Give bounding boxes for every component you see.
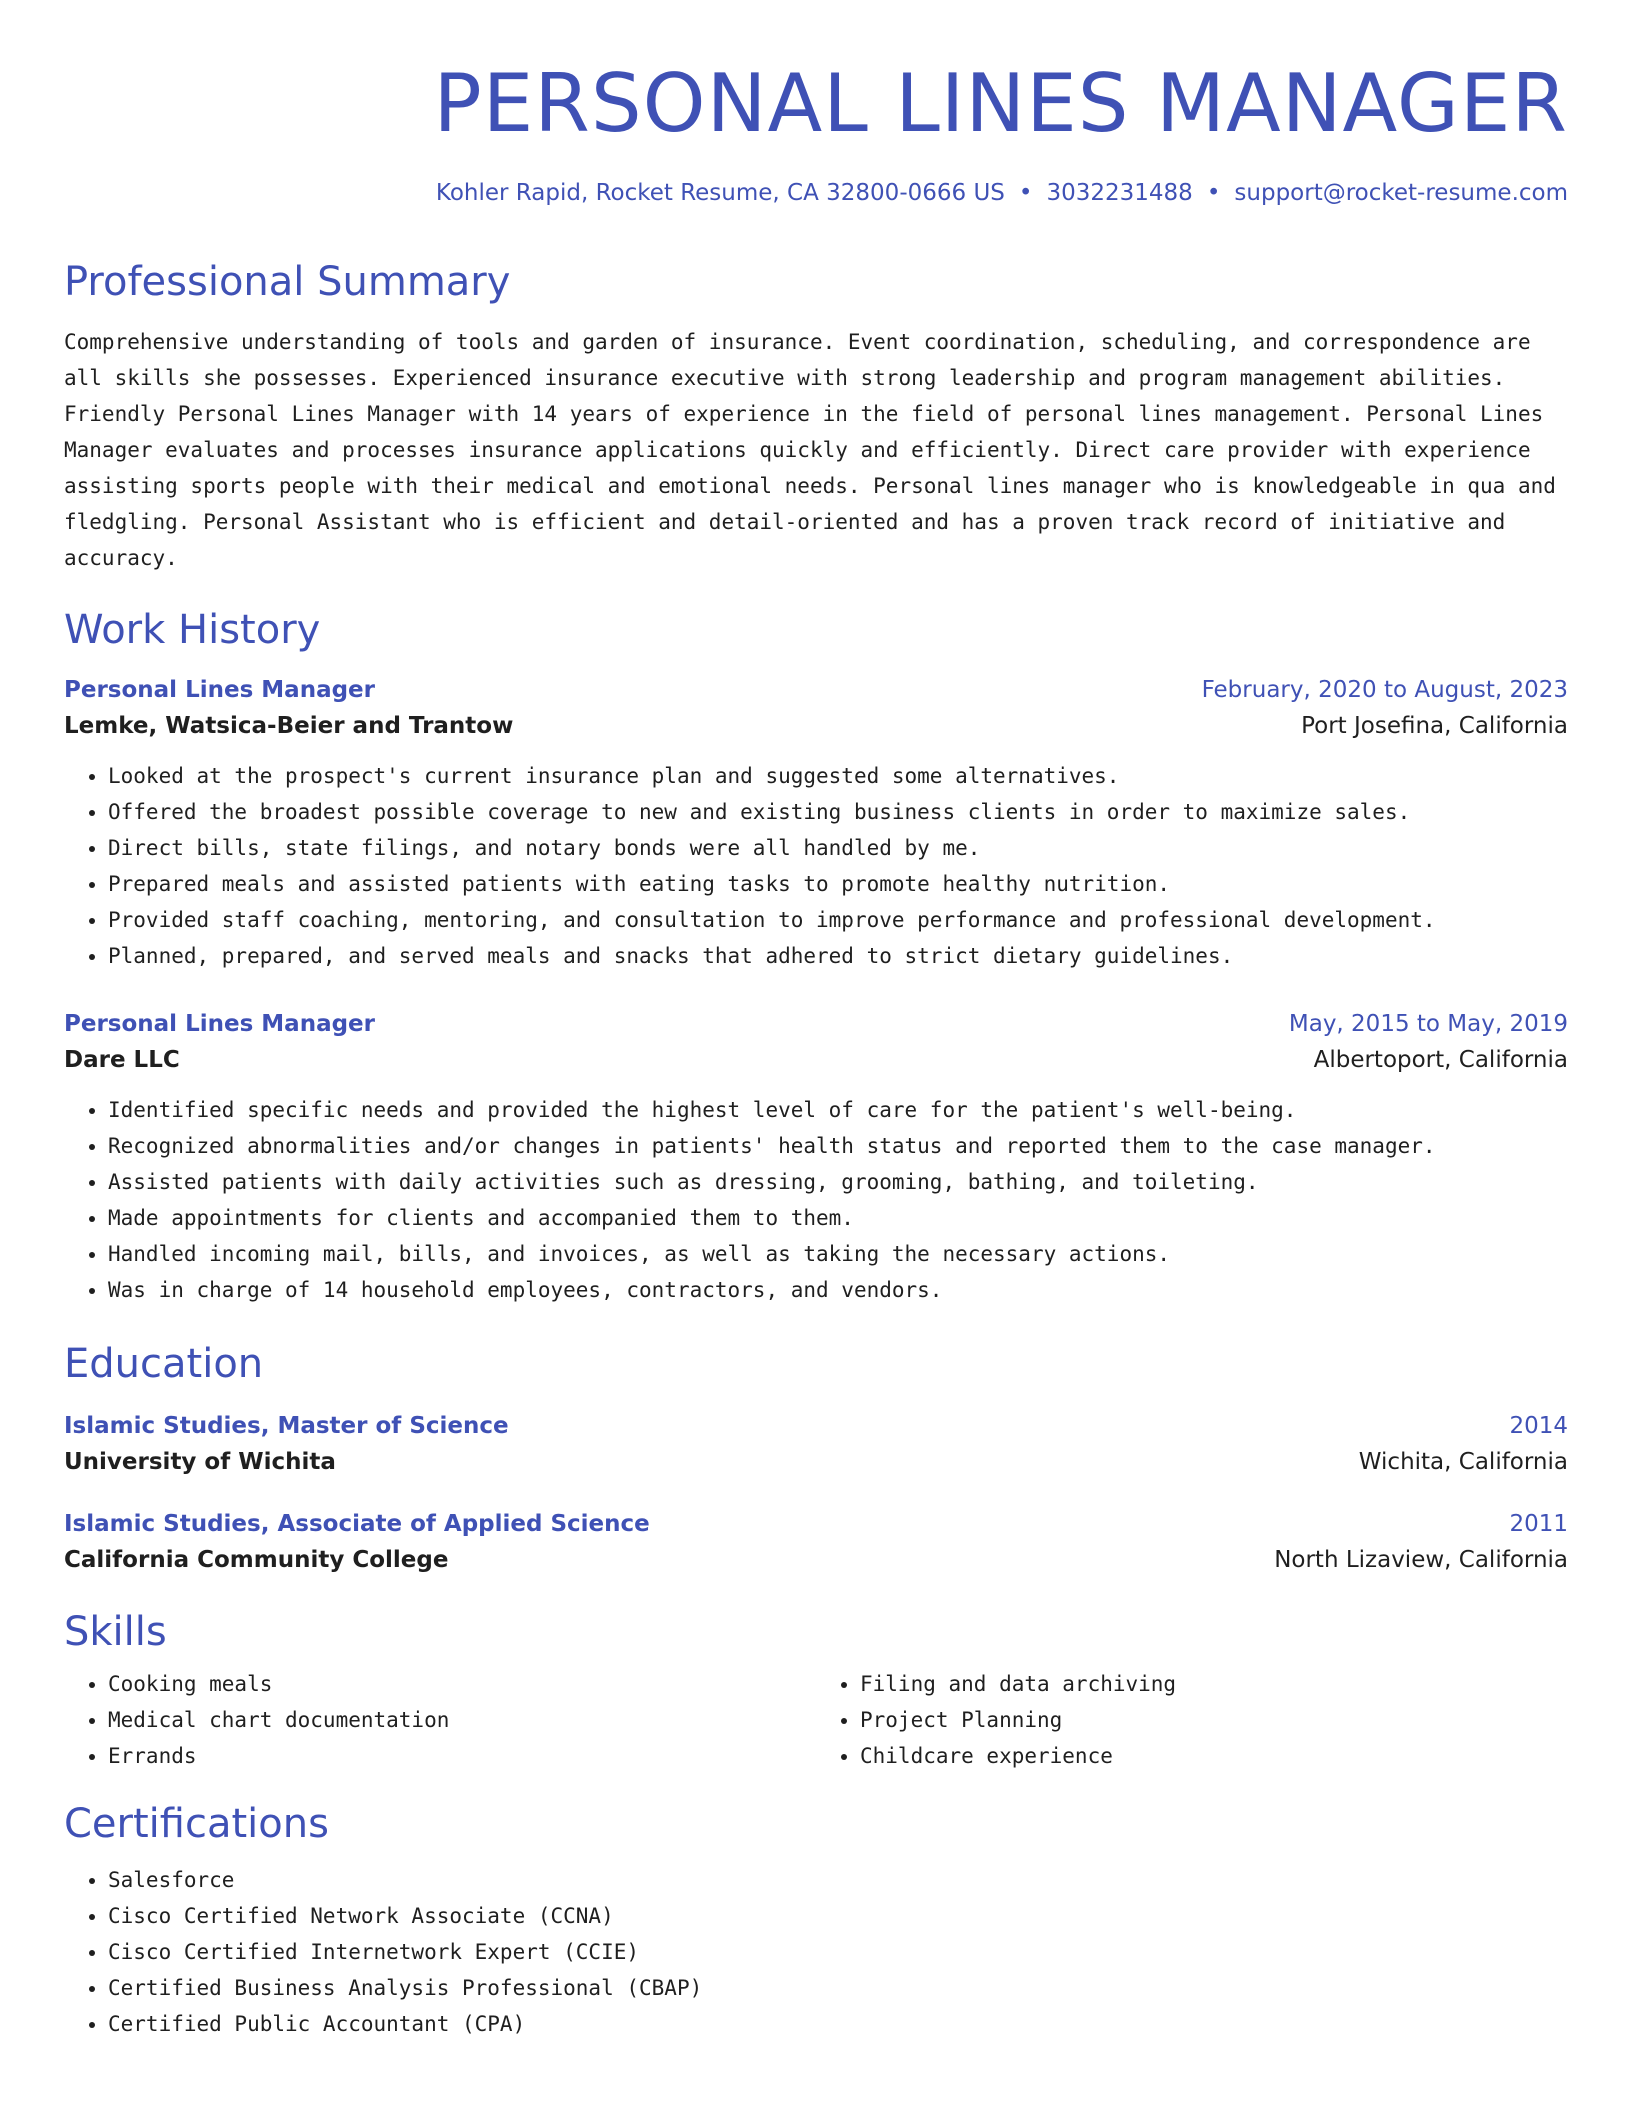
education-location: Wichita, California <box>1358 1449 1568 1475</box>
education-year: 2011 <box>1509 1511 1568 1537</box>
section-title-skills: Skills <box>64 1609 167 1655</box>
job-bullet: • Prepared meals and assisted patients with eating tasks to promote healthy nutrition. <box>108 866 1568 902</box>
job-bullet: • Was in charge of 14 household employees, contractors, and vendors. <box>108 1272 1568 1308</box>
education-entry <box>64 1410 1568 1482</box>
job-bullet: • Direct bills, state filings, and notary bonds were all handled by me. <box>108 830 1568 866</box>
education-entry-subheader <box>64 1540 1568 1580</box>
certification-item: • Certified Business Analysis Professional (CBAP) <box>108 1970 1568 2006</box>
job-bullet: • Assisted patients with daily activities such as dressing, grooming, bathing, and toileting. <box>108 1164 1568 1200</box>
job-bullet: • Identified specific needs and provided the highest level of care for the patient's well-being. <box>108 1092 1568 1128</box>
work-entry-subheader <box>64 706 1568 746</box>
contact-line <box>64 178 1568 208</box>
work-entry <box>64 1008 1568 1308</box>
certification-item: • Certified Public Accountant (CPA) <box>108 2006 1568 2042</box>
skill-item: • Filing and data archiving <box>860 1666 1568 1702</box>
job-bullet: • Planned, prepared, and served meals and snacks that adhered to strict dietary guidelines. <box>108 938 1568 974</box>
work-entry-subheader <box>64 1040 1568 1080</box>
certification-item: • Salesforce <box>108 1862 1568 1898</box>
certification-list <box>64 1862 1568 2042</box>
work-entry-header <box>64 674 1568 706</box>
section-title-certifications: Certifications <box>64 1801 329 1847</box>
skills-list-right <box>816 1666 1568 1774</box>
job-dates: May, 2015 to May, 2019 <box>1288 1011 1568 1037</box>
work-entry <box>64 674 1568 974</box>
resume-header <box>64 56 1568 208</box>
education-school: California Community College <box>64 1547 449 1573</box>
job-role: Personal Lines Manager <box>64 1011 375 1037</box>
skill-item: • Medical chart documentation <box>108 1702 816 1738</box>
job-location: Port Josefina, California <box>1301 713 1568 739</box>
section-title-education: Education <box>64 1341 264 1387</box>
job-bullet-list <box>64 1092 1568 1308</box>
education-entry-subheader <box>64 1442 1568 1482</box>
job-bullet: • Provided staff coaching, mentoring, and consultation to improve performance and professional development. <box>108 902 1568 938</box>
education-entry-header <box>64 1410 1568 1442</box>
education-degree: Islamic Studies, Associate of Applied Science <box>64 1511 650 1537</box>
skills-list-left <box>64 1666 816 1774</box>
education-degree: Islamic Studies, Master of Science <box>64 1413 509 1439</box>
contact-separator: • <box>1206 180 1221 206</box>
skill-item: • Errands <box>108 1738 816 1774</box>
certification-item: • Cisco Certified Internetwork Expert (CCIE) <box>108 1934 1568 1970</box>
education-entry-header <box>64 1508 1568 1540</box>
skill-item: • Cooking meals <box>108 1666 816 1702</box>
education-entry <box>64 1508 1568 1580</box>
job-location: Albertoport, California <box>1313 1047 1568 1073</box>
job-bullet: • Offered the broadest possible coverage to new and existing business clients in order to maximize sales. <box>108 794 1568 830</box>
job-company: Lemke, Watsica-Beier and Trantow <box>64 713 514 739</box>
job-bullet: • Looked at the prospect's current insurance plan and suggested some alternatives. <box>108 758 1568 794</box>
section-title-work-history: Work History <box>64 607 321 653</box>
work-entry-header <box>64 1008 1568 1040</box>
job-company: Dare LLC <box>64 1047 180 1073</box>
job-bullet: • Made appointments for clients and accompanied them to them. <box>108 1200 1568 1236</box>
job-dates: February, 2020 to August, 2023 <box>1201 677 1568 703</box>
contact-separator: • <box>1018 180 1033 206</box>
education-year: 2014 <box>1509 1413 1568 1439</box>
section-title-summary: Professional Summary <box>64 259 511 305</box>
summary-text: Comprehensive understanding of tools and garden of insurance. Event coordination, scheduling, and correspondence are all skills she possesses. Experienced insurance executive with strong leadership and program management abilities. Friendly Personal Lines Manager with 14 years of experience in the field of personal lines management. Personal Lines Manager evaluates and processes insurance applications quickly and efficiently. Direct care provider with experience assisting sports people with their medical and emotional needs. Personal lines manager who is knowledgeable in qua and fledgling. Personal Assistant who is efficient and detail-oriented and has a proven track record of initiative and accuracy. <box>64 330 1556 570</box>
education-location: North Lizaview, California <box>1274 1547 1568 1573</box>
job-role: Personal Lines Manager <box>64 677 375 703</box>
job-bullet: • Handled incoming mail, bills, and invoices, as well as taking the necessary actions. <box>108 1236 1568 1272</box>
contact-email: support@rocket-resume.com <box>1234 180 1568 206</box>
contact-phone: 3032231488 <box>1046 180 1193 206</box>
job-bullet-list <box>64 758 1568 974</box>
skill-item: • Childcare experience <box>860 1738 1568 1774</box>
skills-columns <box>64 1666 1568 1774</box>
education-school: University of Wichita <box>64 1449 336 1475</box>
contact-address: Kohler Rapid, Rocket Resume, CA 32800-0666 US <box>435 180 1005 206</box>
skill-item: • Project Planning <box>860 1702 1568 1738</box>
job-bullet: • Recognized abnormalities and/or changes in patients' health status and reported them to the case manager. <box>108 1128 1568 1164</box>
candidate-title: PERSONAL LINES MANAGER <box>433 57 1568 150</box>
certification-item: • Cisco Certified Network Associate (CCNA) <box>108 1898 1568 1934</box>
